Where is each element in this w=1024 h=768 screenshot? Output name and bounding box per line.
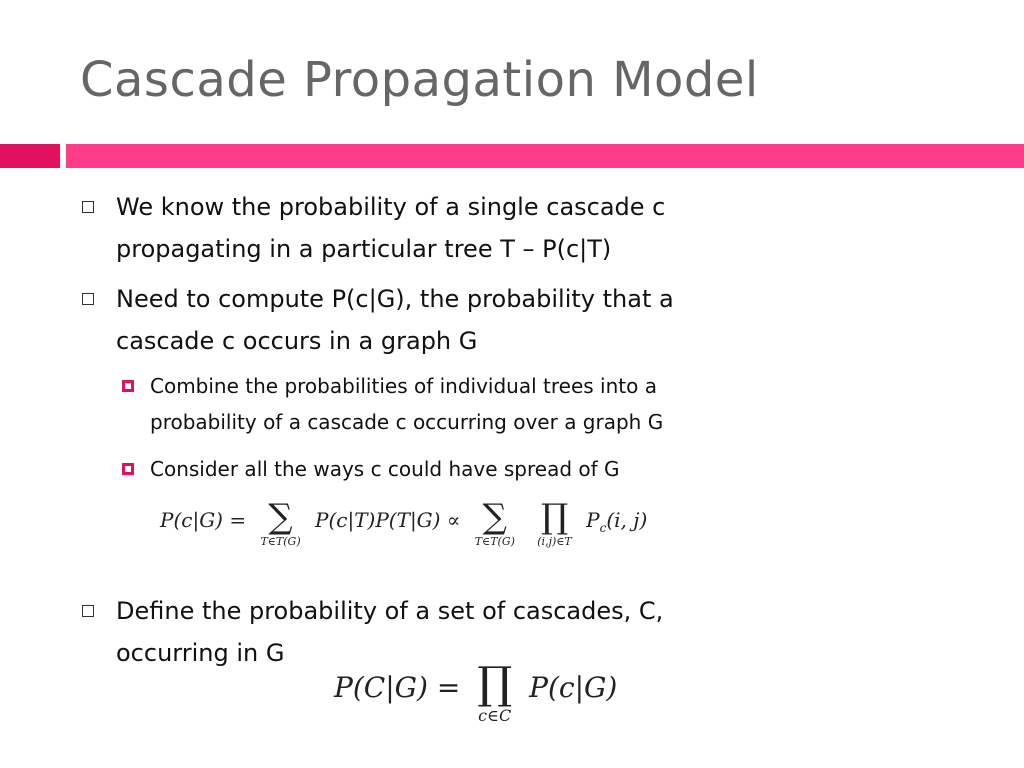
bullet-line: propagating in a particular tree T – P(c|T) (116, 235, 612, 263)
summation-limit: T∈T(G) (474, 535, 515, 548)
square-bullet-icon (82, 605, 94, 617)
accent-bar-right (66, 144, 1024, 168)
slide-title: Cascade Propagation Model (80, 52, 759, 108)
sub-bullet-item (150, 451, 620, 487)
summation-operator: ∑ T∈T(G) (474, 497, 515, 548)
formula-rhs-symbol: P (586, 508, 600, 532)
product-operator: ∏ (i,j)∈T (537, 497, 572, 548)
product-limit: (i,j)∈T (537, 535, 572, 548)
filled-square-bullet-icon (122, 463, 134, 475)
formula-set-product (330, 658, 621, 728)
bullet-item (116, 278, 674, 362)
formula-rhs: P(c|G) (529, 671, 618, 704)
bullet-line: cascade c occurs in a graph G (116, 327, 478, 355)
formula-rhs (586, 508, 648, 535)
product-operator: ∏ c∈C (477, 658, 513, 725)
summation-operator: ∑ T∈T(G) (260, 497, 301, 548)
sub-bullet-item (150, 368, 663, 440)
sub-bullet-line: Consider all the ways c could have spread of G (150, 457, 620, 481)
formula-rhs-args: (i, j) (606, 508, 648, 532)
formula-lhs: P(C|G) = (334, 671, 461, 704)
formula-middle: P(c|T)P(T|G) ∝ (315, 508, 461, 532)
bullet-item (116, 186, 665, 270)
product-limit: c∈C (478, 706, 512, 725)
bullet-line: Define the probability of a set of cascades, C, (116, 597, 664, 625)
accent-bar-left (0, 144, 60, 168)
formula-tree-sum (160, 497, 648, 550)
formula-lhs: P(c|G) = (160, 508, 247, 532)
filled-square-bullet-icon (122, 380, 134, 392)
formula-rhs-subscript: c (599, 521, 607, 535)
square-bullet-icon (82, 293, 94, 305)
bullet-line: We know the probability of a single cascade c (116, 193, 666, 221)
sub-bullet-line: probability of a cascade c occurring over a graph G (150, 410, 664, 434)
square-bullet-icon (82, 201, 94, 213)
bullet-line: occurring in G (116, 639, 285, 667)
summation-limit: T∈T(G) (260, 535, 301, 548)
sub-bullet-line: Combine the probabilities of individual trees into a (150, 374, 657, 398)
bullet-line: Need to compute P(c|G), the probability that a (116, 285, 674, 313)
